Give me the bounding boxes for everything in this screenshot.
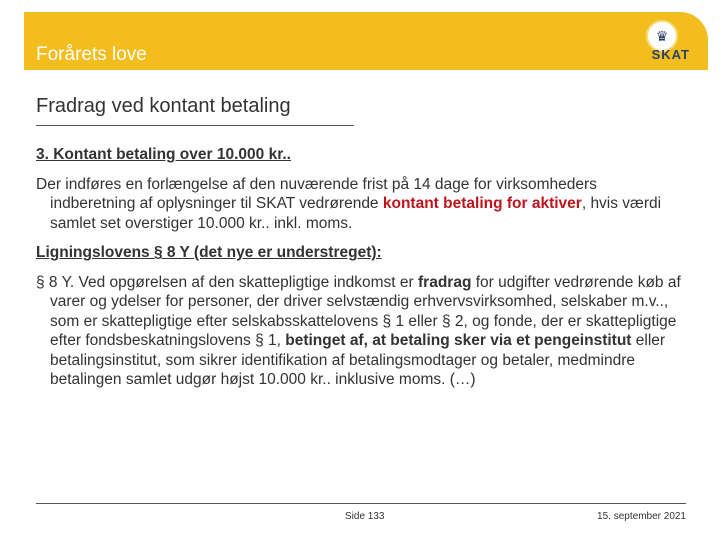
footer-date: 15. september 2021 [597,511,686,522]
slide-title: Fradrag ved kontant betaling [36,95,291,117]
bold-text: betinget af, at betaling sker via et pengeinstitut [285,332,632,349]
logo-text: SKAT [651,47,690,62]
slide-body [36,145,686,400]
text: , hvis værdi samlet set overstiger 10.000 kr.. inkl. moms. [50,195,662,232]
text: § 8 Y. Ved opgørelsen af den skattepligtige indkomst er [36,273,419,291]
text: for udgifter vedrørende køb af varer og ydelser for personer, der driver selvstændig erhvervsvirksomhed, selskaber m.v.., som er skattepligtige efter selskabsskattelovens § 1 eller § 2, og fonde, der er skattepligtige efter fondsbeskatningslovens § 1, [50,273,681,349]
crown-icon: ♛ [646,20,678,52]
text: Der indføres en forlængelse af den nuværende frist på 14 dage for virksomheders indberetning af oplysninger til SKAT vedrørende [36,175,597,212]
page-number: Side 133 [345,511,385,522]
paragraph-2 [36,273,686,390]
bold-text: fradrag [418,273,472,291]
paragraph-1 [36,175,686,234]
section-heading-2: Ligningslovens § 8 Y (det nye er understreget): [36,244,382,261]
footer-divider [36,503,686,504]
title-divider [36,125,354,126]
highlight-text: kontant betaling for aktiver [382,195,582,212]
skat-logo [620,18,690,66]
section-heading-1: 3. Kontant betaling over 10.000 kr.. [36,146,291,163]
presentation-title: Forårets love [36,44,147,65]
header-banner [24,12,708,70]
text: eller betalingsinstitut, som sikrer identifikation af betalingsmodtager og betaler, medmindre betalingen samlet udgør højst 10.000 kr.. inklusive moms. (…) [50,332,666,388]
